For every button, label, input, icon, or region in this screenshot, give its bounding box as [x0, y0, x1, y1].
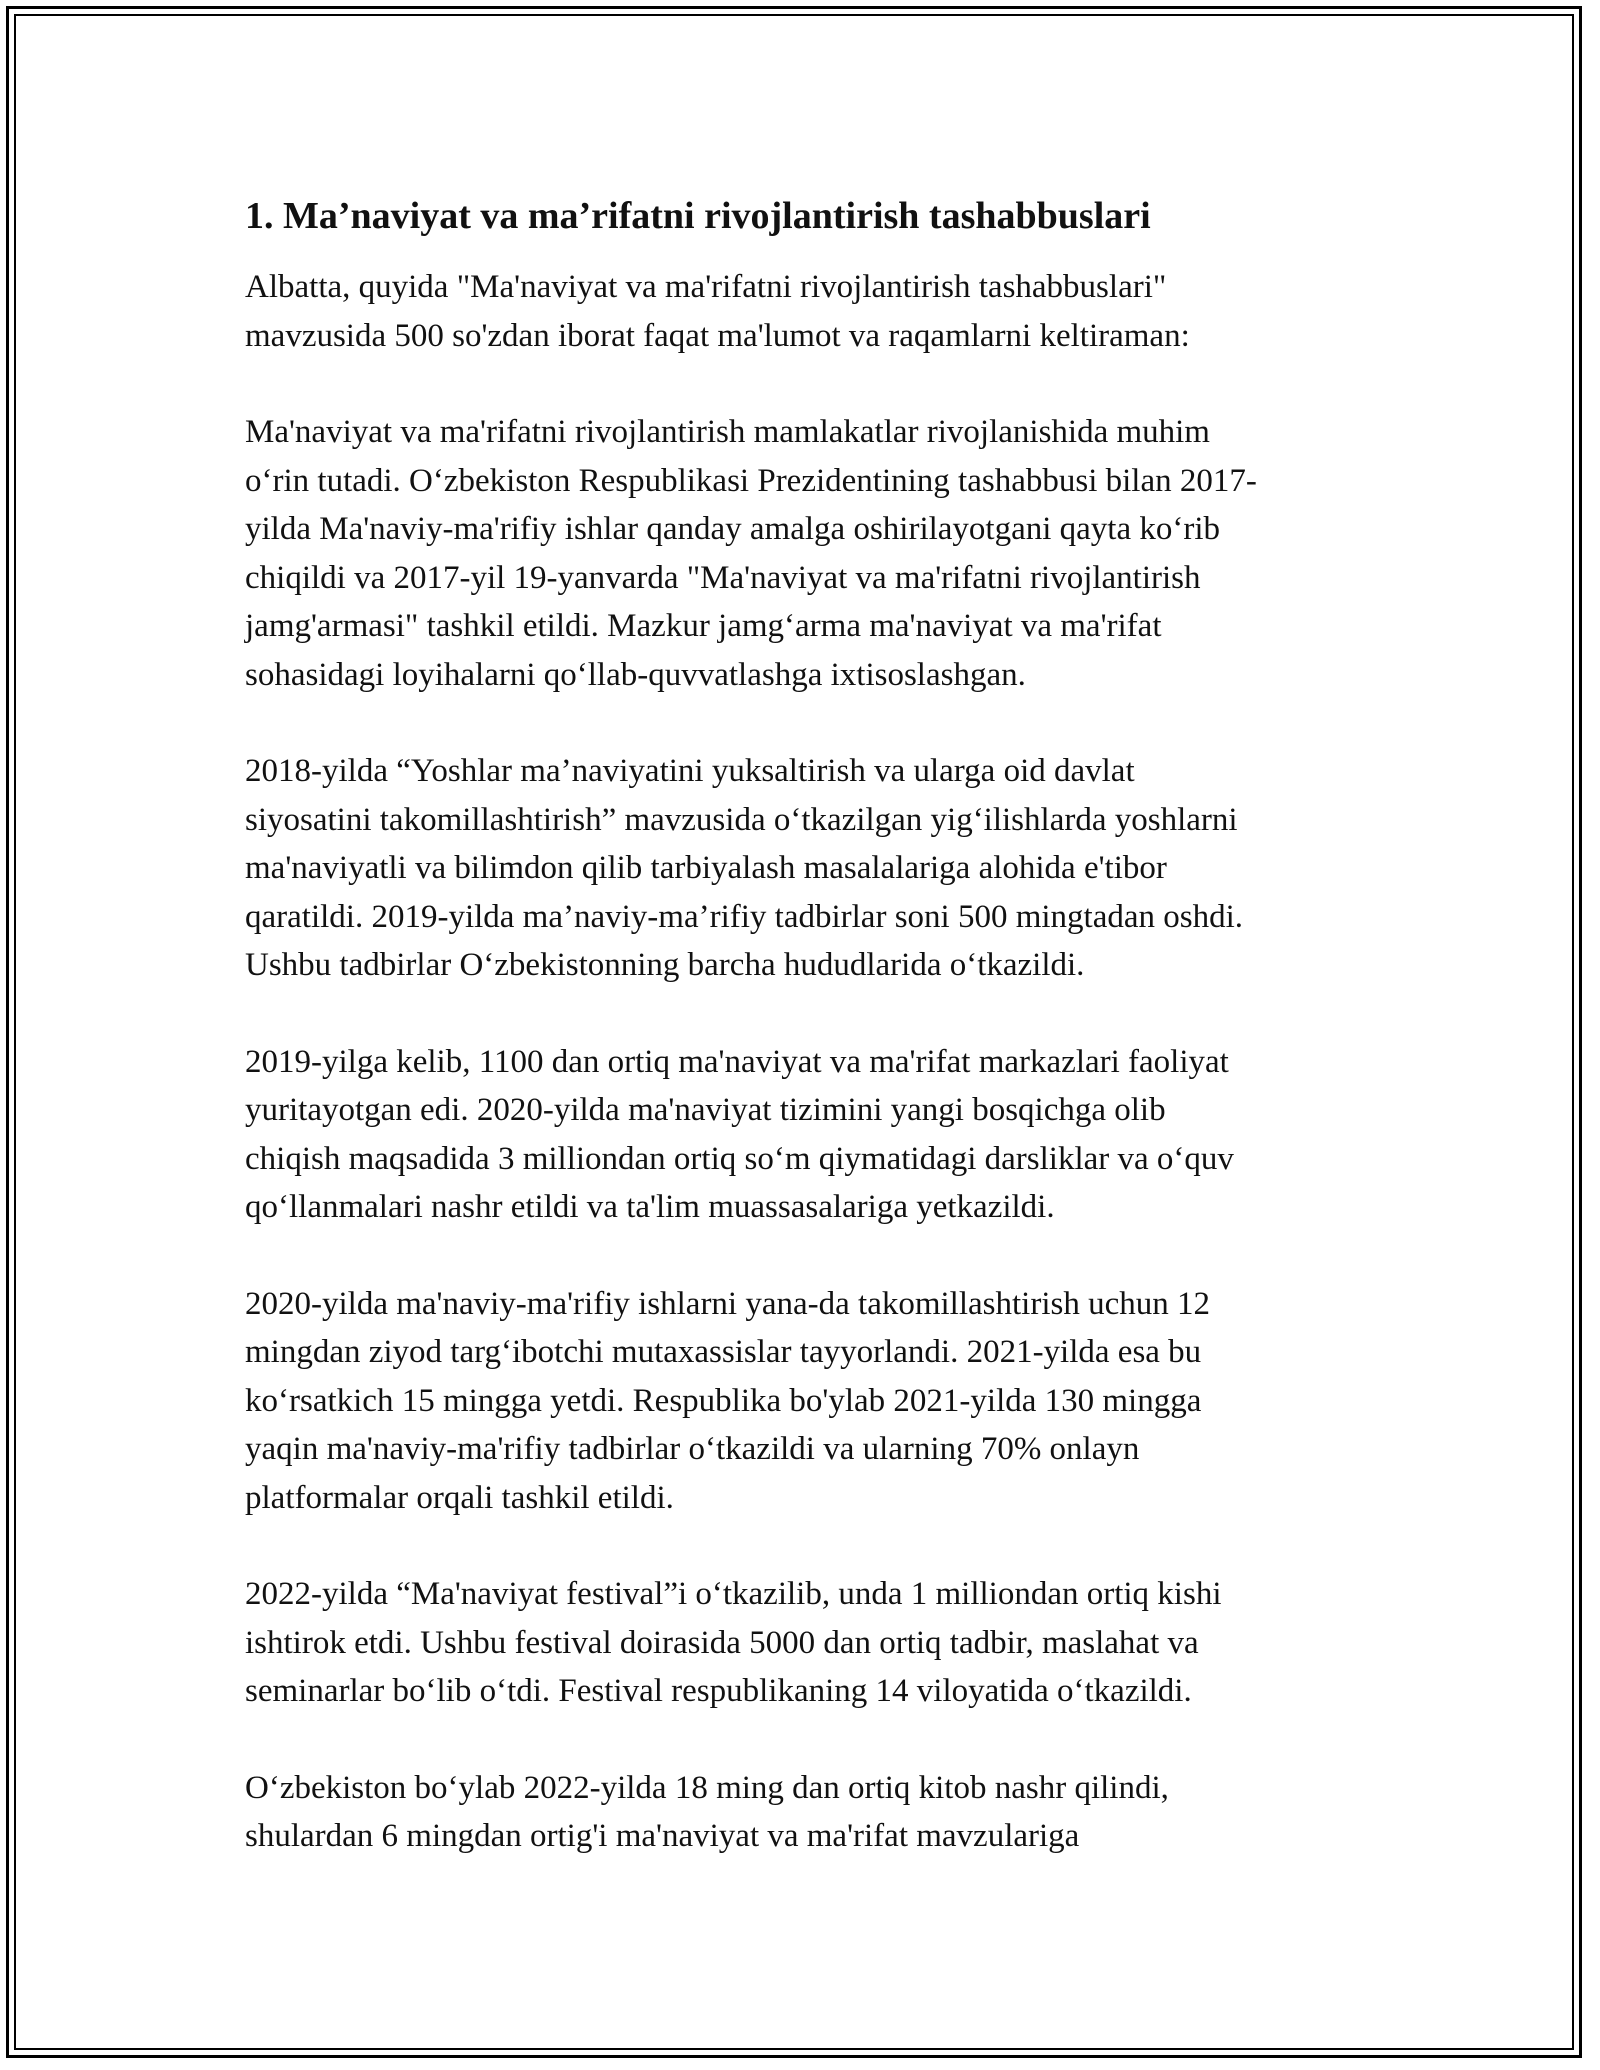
paragraph-2019: 2019-yilga kelib, 1100 dan ortiq ma'naviyat va ma'rifat markazlari faoliyat yuritayotgan edi. 2020-yilda ma'naviyat tizimini yangi bosqichga olib chiqish maqsadida 3 milliondan ortiq so‘m qiymatidagi darsliklar va o‘quv qo‘llanmalari nashr etildi va ta'lim muassasalariga yetkazildi.	[245, 1043, 1234, 1225]
paragraph-2022-festival: 2022-yilda “Ma'naviyat festival”i o‘tkazilib, unda 1 milliondan ortiq kishi ishtirok etdi. Ushbu festival doirasida 5000 dan ortiq tadbir, maslahat va seminarlar bo‘lib o‘tdi. Festival respublikaning 14 viloyatida o‘tkazildi.	[245, 1576, 1222, 1709]
document-body	[245, 191, 1385, 1909]
paragraph-2020: 2020-yilda ma'naviy-ma'rifiy ishlarni yana-da takomillashtirish uchun 12 mingdan ziyod targ‘ibotchi mutaxassislar tayyorlandi. 2021-yilda esa bu ko‘rsatkich 15 mingga yetdi. Respublika bo'ylab 2021-yilda 130 mingga yaqin ma'naviy-ma'rifiy tadbirlar o‘tkazildi va ularning 70% onlayn platformalar orqali tashkil etildi.	[245, 1285, 1210, 1516]
paragraph-2022-books: O‘zbekiston bo‘ylab 2022-yilda 18 ming dan ortiq kitob nashr qilindi, shulardan 6 mingdan ortig'i ma'naviyat va ma'rifat mavzulariga	[245, 1769, 1169, 1854]
document-title: 1. Ma’naviyat va ma’rifatni rivojlantirish tashabbuslari	[245, 195, 1151, 237]
paragraph-intro: Albatta, quyida "Ma'naviyat va ma'rifatni rivojlantirish tashabbuslari" mavzusida 500 so'zdan iborat faqat ma'lumot va raqamlarni keltiraman:	[245, 269, 1190, 354]
paragraph-2018: 2018-yilda “Yoshlar ma’naviyatini yuksaltirish va ularga oid davlat siyosatini takomillashtirish” mavzusida o‘tkazilgan yig‘ilishlarda yoshlarni ma'naviyatli va bilimdon qilib tarbiyalash masalalariga alohida e'tibor qaratildi. 2019-yilda ma’naviy-ma’rifiy tadbirlar soni 500 mingtadan oshdi. Ushbu tadbirlar O‘zbekistonning barcha hududlarida o‘tkazildi.	[245, 753, 1244, 983]
page-frame	[6, 6, 1582, 2058]
paragraph-2017: Ma'naviyat va ma'rifatni rivojlantirish mamlakatlar rivojlanishida muhim o‘rin tutadi. O‘zbekiston Respublikasi Prezidentining tashabbusi bilan 2017- yilda Ma'naviy-ma'rifiy ishlar qanday amalga oshirilayotgani qayta ko‘rib chiqildi va 2017-yil 19-yanvarda "Ma'naviyat va ma'rifatni rivojlantirish jamg'armasi" tashkil etildi. Mazkur jamg‘arma ma'naviyat va ma'rifat sohasidagi loyihalarni qo‘llab-quvvatlashga ixtisoslashgan.	[245, 414, 1257, 693]
